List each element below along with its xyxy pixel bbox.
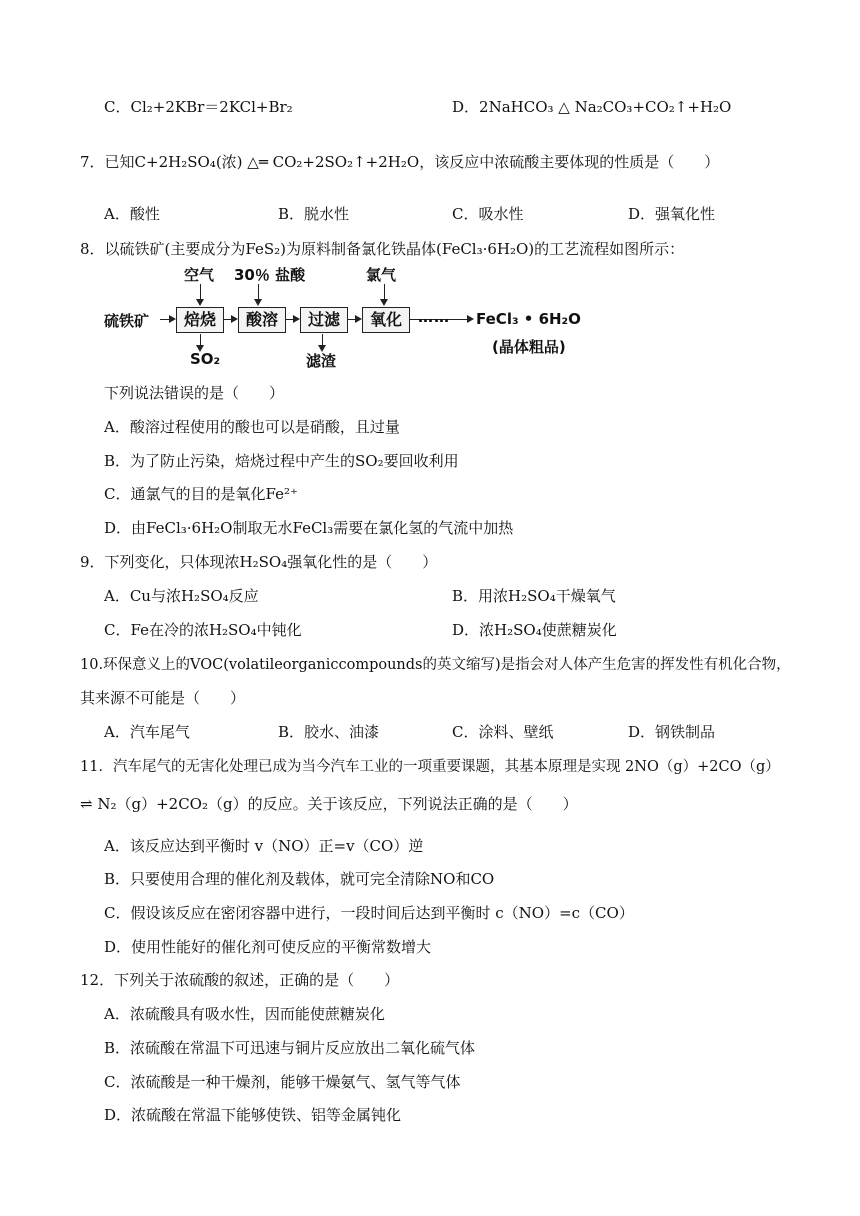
q8-sub-stem: 下列说法错误的是（ ） — [104, 384, 285, 402]
q12-option-d: D．浓硫酸在常温下能够使铁、铝等金属钝化 — [104, 1106, 402, 1124]
q6-option-c: C．Cl₂+2KBr＝2KCl+Br₂ — [104, 98, 293, 116]
arrow-air — [200, 284, 201, 304]
arrow-2 — [224, 319, 236, 320]
q11-option-a: A．该反应达到平衡时 v（NO）正=v（CO）逆 — [104, 837, 424, 855]
output-residue: 滤渣 — [306, 352, 337, 370]
q9-option-a: A．Cu与浓H₂SO₄反应 — [104, 587, 259, 605]
arrow-3 — [286, 319, 298, 320]
q10-stem-line2: 其来源不可能是（ ） — [80, 689, 246, 707]
q11-stem-line2: ⇌ N₂（g）+2CO₂（g）的反应。关于该反应，下列说法正确的是（ ） — [80, 795, 578, 813]
q10-option-a: A．汽车尾气 — [104, 723, 190, 741]
q11-option-d: D．使用性能好的催化剂可使反应的平衡常数增大 — [104, 938, 432, 956]
q12-option-b: B．浓硫酸在常温下可迅速与铜片反应放出二氧化硫气体 — [104, 1039, 476, 1057]
arrow-residue — [322, 334, 323, 350]
q8-option-a: A．酸溶过程使用的酸也可以是硝酸，且过量 — [104, 418, 400, 436]
q10-option-c: C．涂料、壁纸 — [452, 723, 554, 741]
input-air: 空气 — [184, 266, 215, 284]
process-flow-diagram — [100, 262, 600, 372]
q6-option-d: D．2NaHCO₃ △ Na₂CO₃+CO₂↑+H₂O — [452, 98, 732, 116]
output-so2: SO₂ — [190, 350, 221, 368]
q7-option-b: B．脱水性 — [278, 205, 350, 223]
q9-stem: 9．下列变化，只体现浓H₂SO₄强氧化性的是（ ） — [80, 553, 438, 571]
q12-option-a: A．浓硫酸具有吸水性，因而能使蔗糖炭化 — [104, 1005, 385, 1023]
step-roast: 焙烧 — [176, 307, 224, 333]
q8-stem: 8．以硫铁矿(主要成分为FeS₂)为原料制备氯化铁晶体(FeCl₃·6H₂O)的工艺流程如图所示： — [80, 240, 685, 258]
input-hcl: 30％ 盐酸 — [234, 266, 306, 284]
input-chlorine: 氯气 — [366, 266, 397, 284]
q9-option-b: B．用浓H₂SO₄干燥氧气 — [452, 587, 616, 605]
q8-option-d: D．由FeCl₃·6H₂O制取无水FeCl₃需要在氯化氢的气流中加热 — [104, 519, 514, 537]
start-material: 硫铁矿 — [104, 312, 150, 330]
q7-stem — [80, 151, 719, 172]
q11-stem-line1: 11．汽车尾气的无害化处理已成为当今汽车工业的一项重要课题，其基本原理是实现 2NO（g）+2CO（g） — [80, 759, 780, 775]
arrow-4 — [348, 319, 360, 320]
q9-option-d: D．浓H₂SO₄使蔗糖炭化 — [452, 621, 617, 639]
product-note: (晶体粗品) — [492, 338, 566, 356]
arrow-1 — [160, 319, 174, 320]
q7-option-d: D．强氧化性 — [628, 205, 716, 223]
q7-option-a: A．酸性 — [104, 205, 160, 223]
q12-stem: 12．下列关于浓硫酸的叙述，正确的是（ ） — [80, 971, 400, 989]
step-filter: 过滤 — [300, 307, 348, 333]
step-oxidize: 氧化 — [362, 307, 410, 333]
q7-equation: C+2H₂SO₄(浓) △═ CO₂+2SO₂↑+2H₂O — [134, 153, 420, 171]
q10-option-d: D．钢铁制品 — [628, 723, 716, 741]
step-dissolve: 酸溶 — [238, 307, 286, 333]
q9-option-c: C．Fe在冷的浓H₂SO₄中钝化 — [104, 621, 302, 639]
flow-dots: …… — [418, 308, 450, 326]
q11-option-b: B．只要使用合理的催化剂及载体，就可完全清除NO和CO — [104, 870, 495, 888]
q12-option-c: C．浓硫酸是一种干燥剂，能够干燥氨气、氢气等气体 — [104, 1073, 461, 1091]
flow-product: FeCl₃ • 6H₂O — [476, 310, 581, 328]
q7-suffix: ，该反应中浓硫酸主要体现的性质是（ ） — [419, 153, 720, 171]
arrow-so2 — [200, 334, 201, 350]
q7-option-c: C．吸水性 — [452, 205, 524, 223]
q11-option-c: C．假设该反应在密闭容器中进行，一段时间后达到平衡时 c（NO）=c（CO） — [104, 904, 634, 922]
arrow-hcl — [258, 284, 259, 304]
q8-option-c: C．通氯气的目的是氧化Fe²⁺ — [104, 485, 298, 503]
arrow-chlorine — [384, 284, 385, 304]
q10-option-b: B．胶水、油漆 — [278, 723, 380, 741]
q7-prefix: 7．已知 — [80, 153, 135, 171]
q8-option-b: B．为了防止污染，焙烧过程中产生的SO₂要回收利用 — [104, 452, 459, 470]
q10-stem-line1: 10.环保意义上的VOC(volatileorganiccompounds的英文缩写)是指会对人体产生危害的挥发性有机化合物， — [80, 657, 791, 673]
